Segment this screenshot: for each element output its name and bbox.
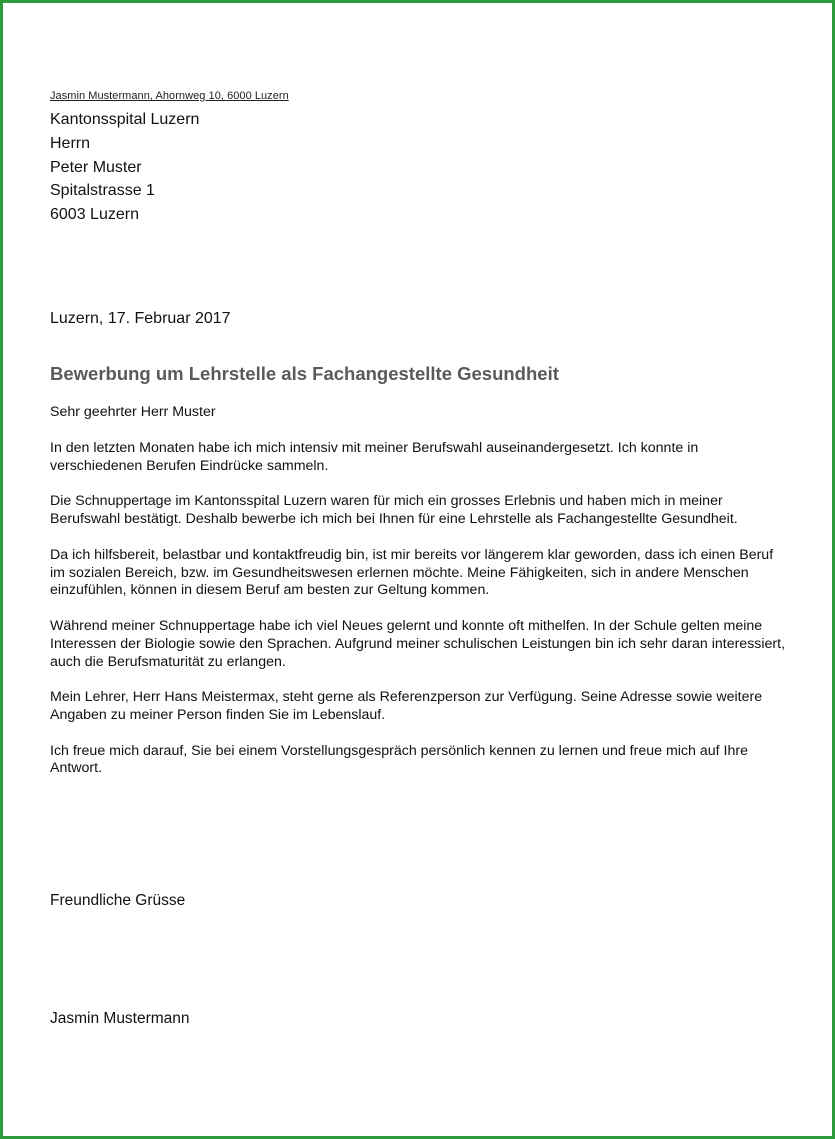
recipient-organization: Kantonsspital Luzern [50, 111, 200, 128]
letter-date: Luzern, 17. Februar 2017 [50, 310, 231, 327]
recipient-city: 6003 Luzern [50, 206, 139, 224]
recipient-title: Herrn [50, 134, 91, 152]
letter-signature-name: Jasmin Mustermann [50, 1010, 190, 1027]
body-paragraph: Da ich hilfsbereit, belastbar und kontaktfreudig bin, ist mir bereits vor längerem klar geworden, dass ich einen Beruf im sozialen Bereich, bzw. im Gesundheitswesen erlernen möchte. Meine Fähigkeiten, sich in andere Menschen einzufühlen, können in diesem Beruf am besten zur Geltung kommen. [50, 546, 774, 599]
recipient-street: Spitalstrasse 1 [50, 182, 155, 200]
body-paragraph: In den letzten Monaten habe ich mich intensiv mit meiner Berufswahl auseinandergesetzt. Ich konnte in verschiedenen Berufen Eindrücke sammeln. [50, 440, 699, 474]
recipient-address-block [50, 108, 199, 227]
body-paragraph: Mein Lehrer, Herr Hans Meistermax, steht gerne als Referenzperson zur Verfügung. Seine Adresse sowie weitere Angaben zu meiner Person finden Sie im Lebenslauf. [50, 689, 763, 723]
letter-salutation: Sehr geehrter Herr Muster [50, 404, 216, 420]
body-paragraph: Während meiner Schnuppertage habe ich viel Neues gelernt und konnte oft mithelfen. In der Schule gelten meine Interessen der Biologie sowie den Sprachen. Aufgrund meiner schulischen Leistungen bin ich sehr daran interessiert, auch die Berufsmaturität zu erlangen. [50, 617, 786, 670]
sender-address-line: Jasmin Mustermann, Ahornweg 10, 6000 Luzern [50, 90, 289, 102]
body-paragraph: Die Schnuppertage im Kantonsspital Luzern waren für mich ein grosses Erlebnis und haben mich in meiner Berufswahl bestätigt. Deshalb bewerbe ich mich bei Ihnen für eine Lehrstelle als Fachangestellte Gesundheit. [50, 493, 738, 528]
letter-closing: Freundliche Grüsse [50, 892, 186, 909]
letter-body [50, 440, 790, 796]
body-paragraph: Ich freue mich darauf, Sie bei einem Vorstellungsgespräch persönlich kennen zu lernen und freue mich auf Ihre Antwort. [50, 742, 748, 777]
recipient-name: Peter Muster [50, 158, 142, 176]
letter-subject: Bewerbung um Lehrstelle als Fachangestellte Gesundheit [50, 363, 559, 384]
